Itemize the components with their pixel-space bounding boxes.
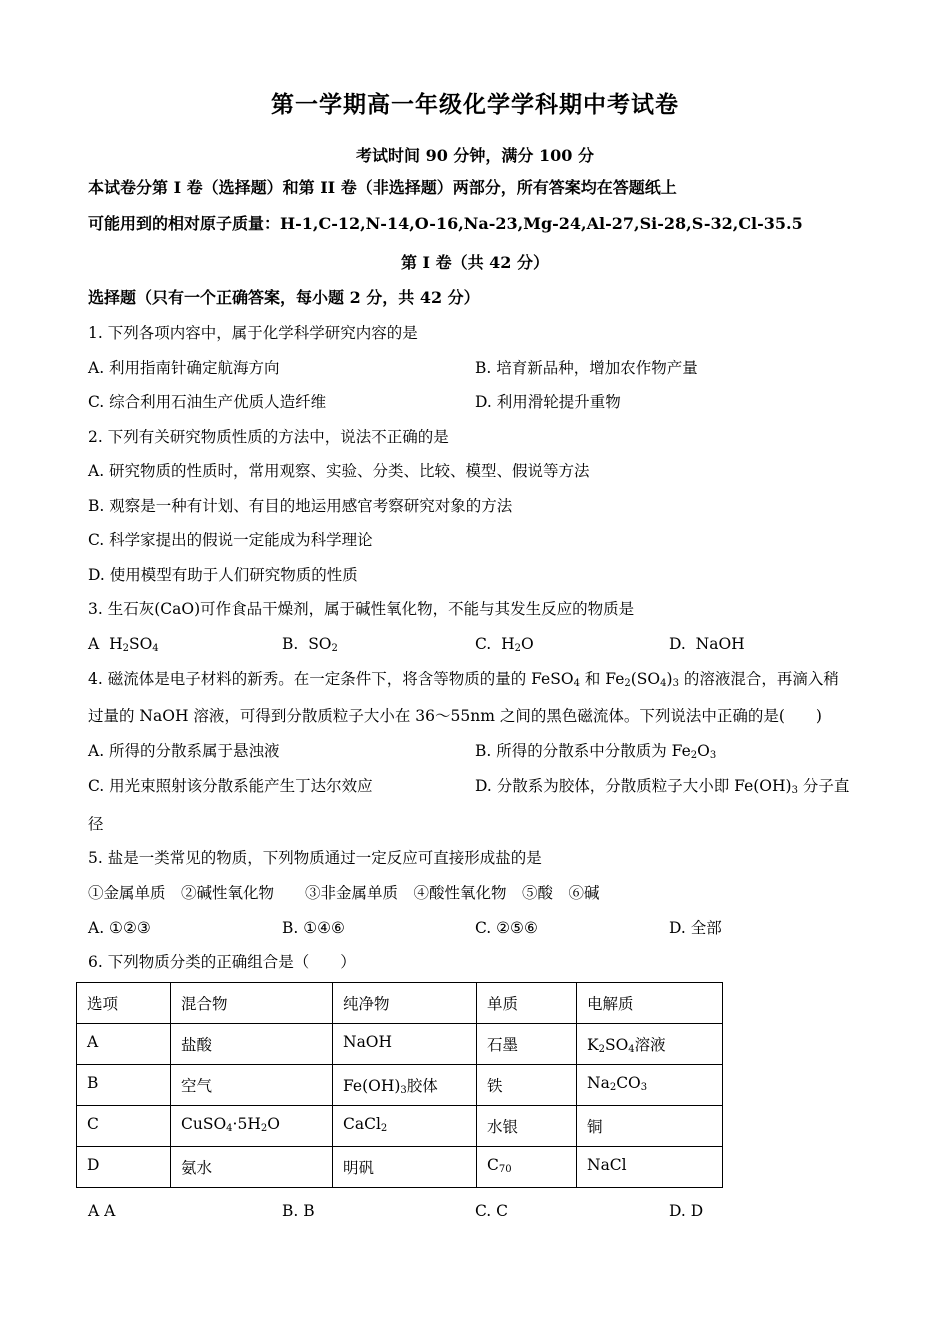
question-5-items: ①金属单质 ②碱性氧化物 ③非金属单质 ④酸性氧化物 ⑤酸 ⑥碱 <box>88 884 600 902</box>
table-row <box>77 1106 723 1147</box>
table-cell: 水银 <box>477 1106 577 1147</box>
table-cell: A <box>77 1024 171 1065</box>
question-4-option-c: C. 用光束照射该分散系能产生丁达尔效应 <box>88 777 373 795</box>
question-6-option-c: C. C <box>475 1202 509 1220</box>
table-cell: 空气 <box>171 1065 333 1106</box>
table-cell: C <box>77 1106 171 1147</box>
table-cell: D <box>77 1147 171 1188</box>
table-cell: 石墨 <box>477 1024 577 1065</box>
table-header-cell: 混合物 <box>171 983 333 1024</box>
question-6-option-a: A A <box>88 1202 116 1220</box>
question-1-option-c: C. 综合利用石油生产优质人造纤维 <box>88 393 327 411</box>
question-3-option-c: C. $H_2O$ <box>475 635 534 654</box>
exam-time-info: 考试时间 90 分钟，满分 100 分 <box>356 146 594 165</box>
question-2-stem: 2. 下列有关研究物质性质的方法中，说法不正确的是 <box>88 428 449 446</box>
part-one-heading: 第 I 卷（共 42 分） <box>400 253 550 272</box>
table-cell: 铁 <box>477 1065 577 1106</box>
table-row <box>77 1024 723 1065</box>
exam-title: 第一学期高一年级化学学科期中考试卷 <box>271 91 679 118</box>
question-3-option-b: B. $SO_2$ <box>282 635 338 654</box>
question-4-stem-line-1: 4. 磁流体是电子材料的新秀。在一定条件下，将含等物质的量的 FeSO$_4$ 和 $Fe_2(SO_4)_3$ 的溶液混合，再滴入稍 <box>88 670 839 689</box>
question-4-option-d: D. 分散系为胶体，分散质粒子大小即 $Fe(OH)_3$ 分子直 <box>475 777 850 796</box>
table-header-cell: 纯净物 <box>333 983 477 1024</box>
question-4-stem-line-2: 过量的 NaOH 溶液，可得到分散质粒子大小在 36～55nm 之间的黑色磁流体。下列说法中正确的是( ) <box>88 707 822 725</box>
table-cell: NaOH <box>333 1024 477 1065</box>
question-3-option-d: D. NaOH <box>669 635 745 653</box>
table-row <box>77 1147 723 1188</box>
question-2-option-b: B. 观察是一种有计划、有目的地运用感官考察研究对象的方法 <box>88 497 513 515</box>
table-cell: $Fe(OH)_3$胶体 <box>333 1065 477 1106</box>
table-cell: NaCl <box>577 1147 723 1188</box>
question-1-option-d: D. 利用滑轮提升重物 <box>475 393 621 411</box>
question-5-option-b: B. ①④⑥ <box>282 919 345 937</box>
question-2-option-c: C. 科学家提出的假说一定能成为科学理论 <box>88 531 373 549</box>
table-cell: 铜 <box>577 1106 723 1147</box>
table-cell: $Na_2CO_3$ <box>577 1065 723 1106</box>
question-5-option-d: D. 全部 <box>669 919 722 937</box>
table-cell: B <box>77 1065 171 1106</box>
table-cell: 明矾 <box>333 1147 477 1188</box>
table-cell: $CuSO_4\cdot 5H_2O$ <box>171 1106 333 1147</box>
table-cell: $K_2SO_4$溶液 <box>577 1024 723 1065</box>
question-5-option-c: C. ②⑤⑥ <box>475 919 538 937</box>
question-4-option-b: B. 所得的分散系中分散质为 $Fe_2O_3$ <box>475 742 717 761</box>
table-header-row <box>77 983 723 1024</box>
question-1-option-b: B. 培育新品种，增加农作物产量 <box>475 359 698 377</box>
question-6-option-d: D. D <box>669 1202 704 1220</box>
table-row <box>77 1065 723 1106</box>
question-1-stem: 1. 下列各项内容中，属于化学科学研究内容的是 <box>88 324 418 342</box>
question-4-option-a: A. 所得的分散系属于悬浊液 <box>88 742 280 760</box>
table-header-cell: 电解质 <box>577 983 723 1024</box>
classification-table <box>76 982 723 1188</box>
section-heading: 选择题（只有一个正确答案，每小题 2 分，共 42 分） <box>88 288 480 307</box>
atomic-masses: 可能用到的相对原子质量：H-1,C-12,N-14,O-16,Na-23,Mg-24,Al-27,Si-28,S-32,Cl-35.5 <box>88 214 803 233</box>
question-2-option-d: D. 使用模型有助于人们研究物质的性质 <box>88 566 358 584</box>
question-6-stem: 6. 下列物质分类的正确组合是（ ） <box>88 953 356 971</box>
question-1-option-a: A. 利用指南针确定航海方向 <box>88 359 280 377</box>
question-4-option-d-continued: 径 <box>88 815 104 833</box>
table-header-cell: 单质 <box>477 983 577 1024</box>
question-3-option-a: A $H_2SO_4$ <box>88 635 159 654</box>
question-3-stem: 3. 生石灰(CaO)可作食品干燥剂，属于碱性氧化物，不能与其发生反应的物质是 <box>88 600 635 618</box>
table-header-cell: 选项 <box>77 983 171 1024</box>
table-cell: CaCl$_2$ <box>333 1106 477 1147</box>
question-6-option-b: B. B <box>282 1202 315 1220</box>
table-cell: 盐酸 <box>171 1024 333 1065</box>
table-cell: 氨水 <box>171 1147 333 1188</box>
question-5-stem: 5. 盐是一类常见的物质，下列物质通过一定反应可直接形成盐的是 <box>88 849 542 867</box>
exam-note: 本试卷分第 I 卷（选择题）和第 II 卷（非选择题）两部分，所有答案均在答题纸上 <box>88 178 677 197</box>
question-2-option-a: A. 研究物质的性质时，常用观察、实验、分类、比较、模型、假说等方法 <box>88 462 590 480</box>
table-cell: $C_{70}$ <box>477 1147 577 1188</box>
question-5-option-a: A. ①②③ <box>88 919 151 937</box>
